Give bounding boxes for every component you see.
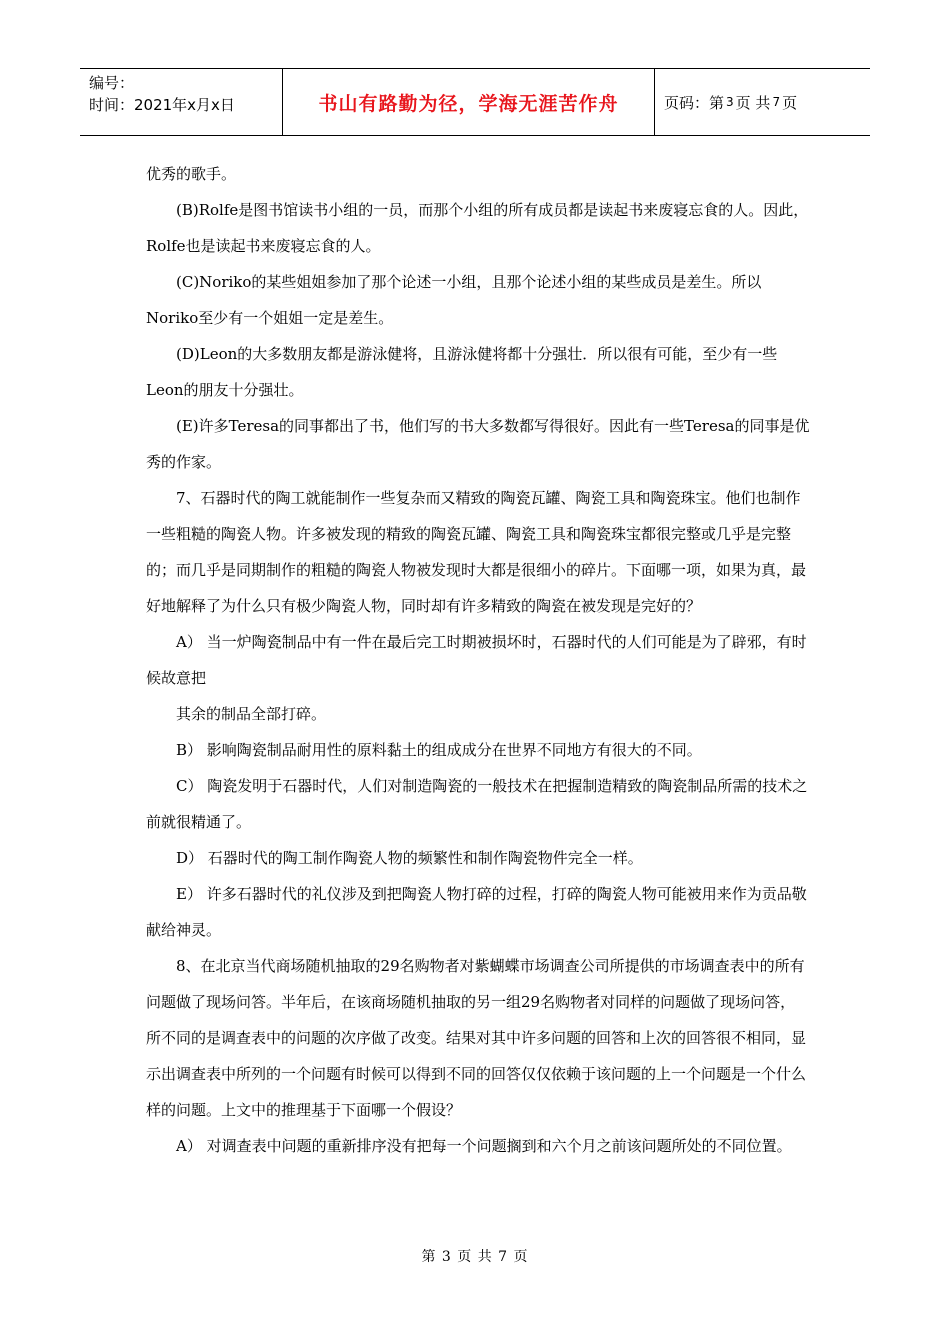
paragraph: (C)Noriko的某些姐姐参加了那个论述一小组，且那个论述小组的某些成员是差生。所以Noriko至少有一个姐姐一定是差生。 — [146, 273, 762, 327]
page-total: 7 — [772, 95, 781, 109]
option-d: D） 石器时代的陶工制作陶瓷人物的频繁性和制作陶瓷物件完全一样。 — [176, 849, 643, 867]
question-8: 8、在北京当代商场随机抽取的29名购物者对紫蝴蝶市场调查公司所提供的市场调查表中的所有问题做了现场问答。半年后，在该商场随机抽取的另一组29名购物者对同样的问题做了现场问答，所不同的是调查表中的问题的次序做了改变。结果对其中许多问题的回答和上次的回答很不相同，显示出调查表中所列的一个问题有时候可以得到不同的回答仅仅依赖于该问题的上一个问题是一个什么样的问题。上文中的推理基于下面哪一个假设？ — [146, 957, 807, 1119]
document-body — [146, 156, 810, 1164]
header-page-info — [655, 69, 870, 135]
paragraph: 优秀的歌手。 — [146, 165, 237, 183]
paragraph: (B)Rolfe是图书馆读书小组的一员，而那个小组的所有成员都是读起书来废寝忘食的人。因此，Rolfe也是读起书来废寝忘食的人。 — [146, 201, 809, 255]
option-b: B） 影响陶瓷制品耐用性的原料黏土的组成成分在世界不同地方有很大的不同。 — [176, 741, 702, 759]
option-a: A） 对调查表中问题的重新排序没有把每一个问题搁到和六个月之前该问题所处的不同位置。 — [176, 1137, 792, 1155]
page-number: 3 — [726, 95, 734, 109]
header-motto: 书山有路勤为径，学海无涯苦作舟 — [283, 69, 655, 135]
option-a: A） 当一炉陶瓷制品中有一件在最后完工时期被损坏时，石器时代的人们可能是为了辟邪，有时候故意把 — [146, 633, 807, 687]
header-meta — [80, 69, 283, 135]
page-footer: 第 3 页 共 7 页 — [421, 1249, 529, 1265]
question-7: 7、石器时代的陶工就能制作一些复杂而又精致的陶瓷瓦罐、陶瓷工具和陶瓷珠宝。他们也制作一些粗糙的陶瓷人物。许多被发现的精致的陶瓷瓦罐、陶瓷工具和陶瓷珠宝都很完整或几乎是完整的；而几乎是同期制作的粗糙的陶瓷人物被发现时大都是很细小的碎片。下面哪一项，如果为真，最好地解释了为什么只有极少陶瓷人物，同时却有许多精致的陶瓷在被发现是完好的？ — [146, 489, 807, 615]
page-suffix: 页 — [782, 93, 798, 112]
time-label: 时间：2021年x月x日 — [89, 96, 235, 114]
paragraph: (D)Leon的大多数朋友都是游泳健将，且游泳健将都十分强壮．所以很有可能，至少有一些Leon的朋友十分强壮。 — [146, 345, 778, 399]
option-e: E） 许多石器时代的礼仪涉及到把陶瓷人物打碎的过程，打碎的陶瓷人物可能被用来作为贡品敬献给神灵。 — [146, 885, 807, 939]
document-header — [80, 68, 870, 136]
option-c: C） 陶瓷发明于石器时代，人们对制造陶瓷的一般技术在把握制造精致的陶瓷制品所需的技术之前就很精通了。 — [146, 777, 808, 831]
paragraph: (E)许多Teresa的同事都出了书，他们写的书大多数都写得很好。因此有一些Teresa的同事是优秀的作家。 — [146, 417, 810, 471]
page-mid: 页 共 — [735, 93, 771, 112]
number-label: 编号： — [89, 74, 135, 92]
option-a-continued: 其余的制品全部打碎。 — [176, 705, 327, 723]
page-prefix: 页码：第 — [664, 93, 725, 112]
